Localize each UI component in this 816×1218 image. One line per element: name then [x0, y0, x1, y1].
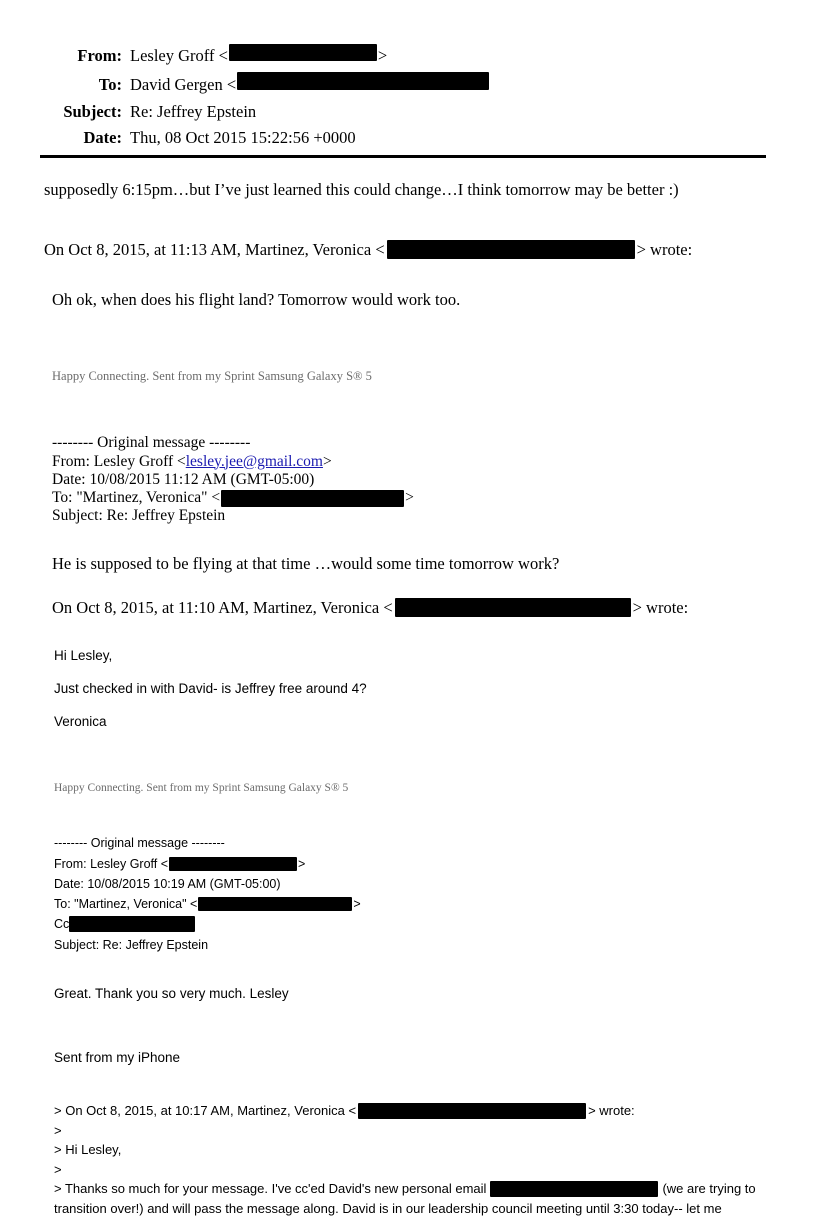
to-label: To: [98, 74, 122, 94]
body-line-2: He is supposed to be flying at that time …would some time tomorrow work? [52, 553, 560, 573]
quote-3-line-b: > Hi Lesley, [54, 1142, 122, 1158]
reply-attribution-2 [52, 596, 770, 620]
original-message-block-1 [52, 434, 770, 525]
original-divider-2: -------- Original message -------- [54, 836, 225, 851]
redaction-box [490, 1181, 658, 1197]
original-from-1 [52, 453, 770, 471]
reply-3-post: > wrote: [588, 1103, 635, 1119]
from-label: From: [77, 46, 122, 65]
original-divider-1: -------- Original message -------- [52, 434, 251, 452]
redaction-box [198, 897, 352, 911]
header-row-to [44, 72, 768, 96]
original-date-2: Date: 10/08/2015 10:19 AM (GMT-05:00) [54, 876, 281, 891]
redaction-box [229, 44, 377, 61]
quote-2-signoff: Veronica [54, 714, 107, 730]
reply-attribution-1 [44, 238, 770, 262]
original-to-2-text: To: "Martinez, Veronica" < [54, 897, 198, 912]
redaction-box [221, 490, 404, 507]
date-label: Date: [83, 128, 122, 148]
original-subject-2: Subject: Re: Jeffrey Epstein [54, 937, 209, 952]
original-cc-2-text: Cc [54, 917, 70, 932]
original-from-1-close: > [322, 452, 332, 470]
redaction-box [358, 1103, 586, 1119]
quote-3-line-e: transition over!) and will pass the message along. David is in our leadership council meeting until 3:30 today-- let me [54, 1200, 722, 1216]
from-close: > [377, 46, 388, 65]
quoted-block-3 [54, 1101, 770, 1218]
quote-3-line-c: > [54, 1161, 62, 1177]
header-row-from [44, 44, 768, 67]
reply-1-post: > wrote: [636, 239, 693, 259]
quote-2-greeting: Hi Lesley, [54, 647, 113, 663]
to-text: David Gergen < [130, 74, 237, 94]
original-from-2-text: From: Lesley Groff < [54, 856, 169, 871]
quote-3-line-d-pre: > Thanks so much for your message. I've cc'ed David's new personal email [54, 1181, 487, 1197]
header-row-subject [44, 101, 768, 123]
original-to-2-close: > [353, 897, 361, 912]
email-header [44, 44, 768, 154]
reply-1-pre: On Oct 8, 2015, at 11:13 AM, Martinez, Veronica < [44, 239, 385, 259]
reply-3-pre: > On Oct 8, 2015, at 10:17 AM, Martinez, Veronica < [54, 1103, 357, 1119]
reply-2-post: > wrote: [632, 597, 689, 617]
original-to-1 [52, 489, 770, 507]
quoted-block-2 [54, 646, 770, 733]
original-to-2 [54, 894, 770, 914]
date-value: Thu, 08 Oct 2015 15:22:56 +0000 [130, 128, 356, 148]
mobile-signature-2: Happy Connecting. Sent from my Sprint Samsung Galaxy S® 5 [54, 781, 349, 794]
quote-3-line-a: > [54, 1122, 62, 1138]
quote-3-line-d-post: (we are trying to [662, 1181, 756, 1197]
redaction-box [237, 72, 489, 90]
quoted-text-1: Oh ok, when does his flight land? Tomorrow would work too. [52, 289, 461, 309]
from-value [130, 44, 768, 67]
email-link[interactable]: lesley.jee@gmail.com [185, 452, 323, 470]
quote-3-line-d [54, 1179, 770, 1199]
redaction-box [169, 857, 297, 871]
reply-2-pre: On Oct 8, 2015, at 11:10 AM, Martinez, Veronica < [52, 597, 393, 617]
original-to-1-text: To: "Martinez, Veronica" < [52, 489, 221, 507]
quote-2-body: Just checked in with David- is Jeffrey free around 4? [54, 680, 367, 696]
original-cc-2 [54, 914, 770, 934]
original-message-block-2 [54, 833, 770, 955]
to-value [130, 72, 768, 96]
mobile-signature-1: Happy Connecting. Sent from my Sprint Samsung Galaxy S® 5 [52, 369, 372, 384]
original-date-1: Date: 10/08/2015 11:12 AM (GMT-05:00) [52, 470, 315, 488]
redaction-box [395, 598, 631, 617]
redaction-box [69, 916, 195, 932]
original-from-2 [54, 854, 770, 874]
header-row-date [44, 127, 768, 149]
reply-attribution-3 [54, 1101, 770, 1121]
original-from-1-text: From: Lesley Groff < [52, 452, 186, 470]
original-subject-1: Subject: Re: Jeffrey Epstein [52, 507, 226, 525]
original-to-1-close: > [405, 489, 414, 507]
from-text: Lesley Groff < [130, 46, 228, 65]
email-body [44, 178, 770, 1218]
body-line-3: Great. Thank you so very much. Lesley [54, 986, 289, 1002]
body-line-1: supposedly 6:15pm…but I’ve just learned this could change…I think tomorrow may be better :) [44, 180, 679, 199]
subject-label: Subject: [63, 101, 122, 121]
redaction-box [387, 240, 635, 259]
header-divider [40, 155, 766, 158]
subject-value: Re: Jeffrey Epstein [130, 101, 257, 121]
original-from-2-close: > [298, 856, 306, 871]
body-line-4: Sent from my iPhone [54, 1049, 181, 1065]
